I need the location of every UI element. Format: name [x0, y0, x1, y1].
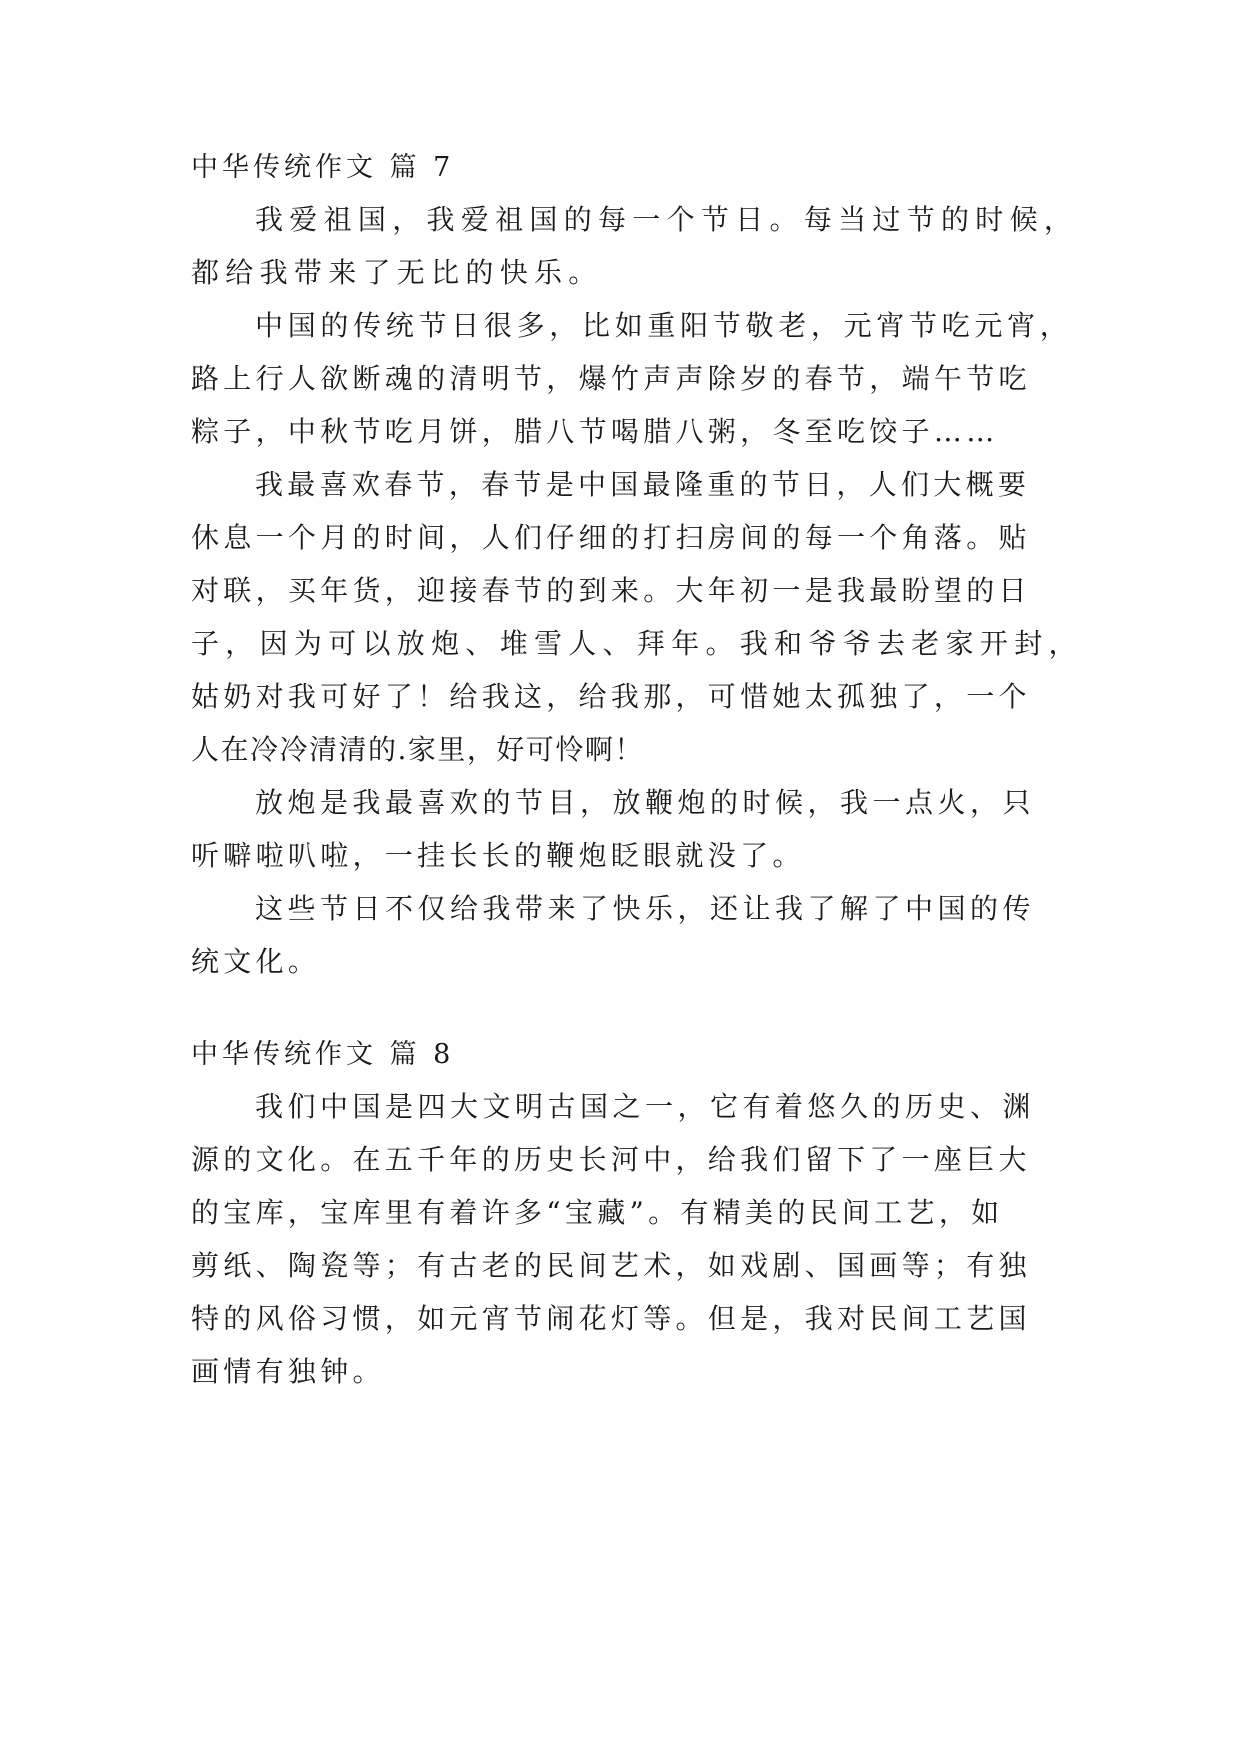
text-line: 我们中国是四大文明古国之一，它有着悠久的历史、渊	[255, 1090, 1036, 1123]
text-line: 我最喜欢春节，春节是中国最隆重的节日，人们大概要	[255, 468, 1031, 501]
text-line: 画情有独钟。	[191, 1355, 385, 1388]
text-line: 粽子，中秋节吃月饼，腊八节喝腊八粥，冬至吃饺子……	[191, 415, 999, 448]
text-line: 统文化。	[191, 945, 321, 978]
text-line: 都给我带来了无比的快乐。	[191, 256, 603, 289]
section-title-7: 中华传统作文 篇 7	[191, 152, 455, 183]
section-title-8: 中华传统作文 篇 8	[191, 1039, 455, 1070]
text-line: 源的文化。在五千年的历史长河中，给我们留下了一座巨大	[191, 1143, 1031, 1176]
text-line: 我爱祖国，我爱祖国的每一个节日。每当过节的时候，	[255, 203, 1079, 236]
text-line: 人在冷冷清清的.家里，好可怜啊！	[191, 733, 644, 766]
text-line: 中国的传统节日很多，比如重阳节敬老，元宵节吃元宵，	[255, 309, 1073, 342]
text-line: 放炮是我最喜欢的节目，放鞭炮的时候，我一点火，只	[255, 786, 1036, 819]
text-line: 路上行人欲断魂的清明节，爆竹声声除岁的春节，端午节吃	[191, 362, 1031, 395]
text-line: 休息一个月的时间，人们仔细的打扫房间的每一个角落。贴	[191, 521, 1031, 554]
text-line: 对联，买年货，迎接春节的到来。大年初一是我最盼望的日	[191, 574, 1031, 607]
text-line: 剪纸、陶瓷等；有古老的民间艺术，如戏剧、国画等；有独	[191, 1249, 1031, 1282]
text-line: 特的风俗习惯，如元宵节闹花灯等。但是，我对民间工艺国	[191, 1302, 1031, 1335]
text-line: 这些节日不仅给我带来了快乐，还让我了解了中国的传	[255, 892, 1036, 925]
text-line: 的宝库，宝库里有着许多“宝藏”。有精美的民间工艺，如	[191, 1196, 1004, 1229]
text-line: 姑奶对我可好了！给我这，给我那，可惜她太孤独了，一个	[191, 680, 1031, 713]
text-line: 听噼啦叭啦，一挂长长的鞭炮眨眼就没了。	[191, 839, 805, 872]
text-line: 子，因为可以放炮、堆雪人、拜年。我和爷爷去老家开封，	[191, 627, 1083, 660]
